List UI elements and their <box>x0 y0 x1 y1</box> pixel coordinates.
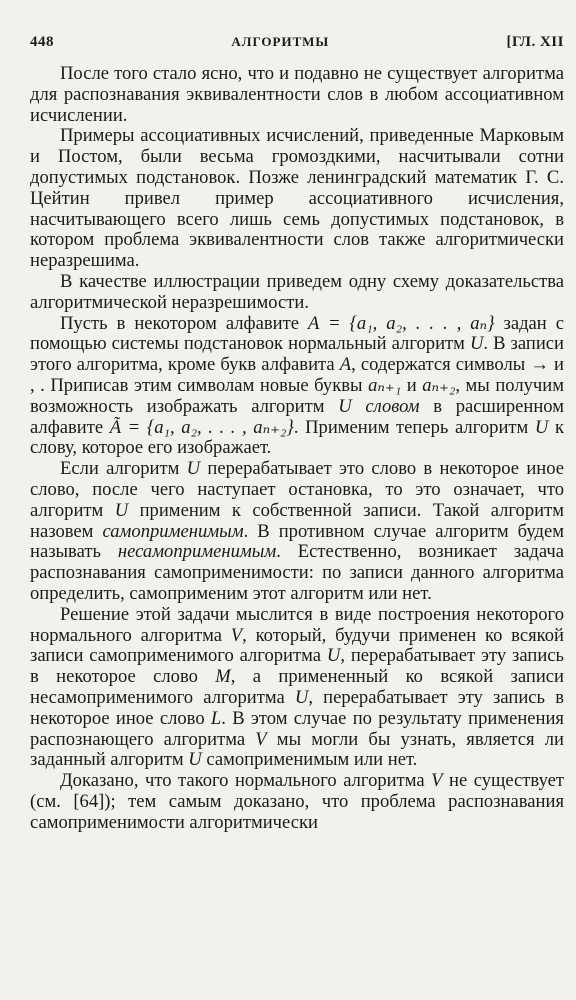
text-run: , перерабатывает эту запись в некоторое иное слово <box>30 686 564 729</box>
italic-text: U словом <box>338 395 420 417</box>
italic-text: U <box>188 749 202 771</box>
italic-text: U <box>469 333 484 355</box>
italic-text: несамоприменимым <box>117 541 277 563</box>
italic-text: U <box>326 645 341 667</box>
text-run: , мы получим возможность изображать алгоритм <box>30 374 564 417</box>
running-title: АЛГОРИТМЫ <box>231 34 330 49</box>
page-body <box>30 64 564 833</box>
text-run: и <box>401 374 423 396</box>
italic-text: aₙ₊₂ <box>422 374 456 396</box>
text-run: , а примененный ко всякой записи несамоприменимого алгоритма <box>30 666 564 708</box>
italic-text: M <box>215 666 231 688</box>
paragraph <box>30 272 564 314</box>
text-run: . Применим теперь алгоритм <box>293 416 535 438</box>
text-run: задан с помощью системы подстановок нормальный алгоритм <box>30 312 565 355</box>
text-run: к слову, которое его изображает. <box>30 416 564 459</box>
italic-text: A <box>339 354 352 376</box>
text-run: . В записи этого алгоритма, кроме букв алфавита <box>30 333 564 376</box>
text-run: Решение этой задачи мыслится в виде построения некоторого нормального алгоритма <box>30 603 564 646</box>
italic-text: U <box>186 458 201 480</box>
text-run: мы могли бы узнать, является ли заданный алгоритм <box>30 728 564 771</box>
italic-text: V <box>431 770 443 792</box>
text-run: В качестве иллюстрации приведем одну схему доказательства алгоритмической неразрешимости. <box>30 270 564 313</box>
text-run: Примеры ассоциативных исчислений, приведенные Марковым и Постом, были весьма громоздкими, насчитывали сотни допустимых подстановок. Позже ленинградский математик Г. С. Цейтин привел пример ассоциативного исчисления, насчитывающего всего лишь семь допустимых подстановок, в котором проблема эквивалентности слов также алгоритмически неразрешима. <box>30 125 564 272</box>
text-run: Доказано, что такого нормального алгоритма <box>60 770 432 792</box>
italic-text: U <box>534 416 549 438</box>
text-run: , перерабатывает эту запись в некоторое слово <box>30 645 565 688</box>
paragraph <box>30 64 564 126</box>
text-run: . Естественно, возникает задача распознавания самоприменимости: по записи данного алгоритма определить, самоприменим этот алгоритм или нет. <box>30 541 564 604</box>
text-run: После того стало ясно, что и подавно не существует алгоритма для распознавания эквивалентности слов в любом ассоциативном исчислении. <box>30 63 564 126</box>
italic-text: U <box>294 686 309 708</box>
paragraph <box>30 605 564 771</box>
text-run: в расширенном алфавите <box>30 395 564 438</box>
italic-text: L <box>210 707 222 729</box>
text-run: Пусть в некотором алфавите <box>60 312 308 334</box>
page-number: 448 <box>30 34 54 50</box>
text-run: применим к собственной записи. Такой алгоритм назовем <box>30 499 564 542</box>
text-run: Если алгоритм <box>60 458 187 480</box>
italic-text: V <box>255 728 267 750</box>
chapter-label: [ГЛ. XII <box>506 34 564 50</box>
text-run: , содержатся символы → и , . Приписав этим символам новые буквы <box>30 354 564 396</box>
paragraph <box>30 126 564 272</box>
paragraph <box>30 314 564 460</box>
paragraph <box>30 459 564 605</box>
italic-text: aₙ₊₁ <box>368 374 402 396</box>
italic-text: U <box>114 499 129 521</box>
text-run: перерабатывает это слово в некоторое иное слово, после чего наступает остановка, то это означает, что алгоритм <box>30 458 564 521</box>
italic-text: A = {a₁, a₂, . . . , aₙ} <box>307 312 495 334</box>
italic-text: V <box>230 624 243 646</box>
text-run: не существует (см. [64]); тем самым доказано, что проблема распознавания самоприменимости алгоритмически <box>30 770 565 833</box>
text-run: , который, будучи применен ко всякой записи самоприменимого алгоритма <box>30 624 564 667</box>
text-run: самоприменимым или нет. <box>201 749 418 771</box>
text-run: . В этом случае по результату применения распознающего алгоритма <box>30 707 564 750</box>
italic-text: самоприменимым <box>102 520 244 542</box>
italic-text: Ã = {a₁, a₂, . . . , aₙ₊₂} <box>109 416 294 438</box>
paragraph <box>30 771 564 833</box>
running-header <box>30 34 564 64</box>
text-run: . В противном случае алгоритм будем называть <box>30 520 565 563</box>
